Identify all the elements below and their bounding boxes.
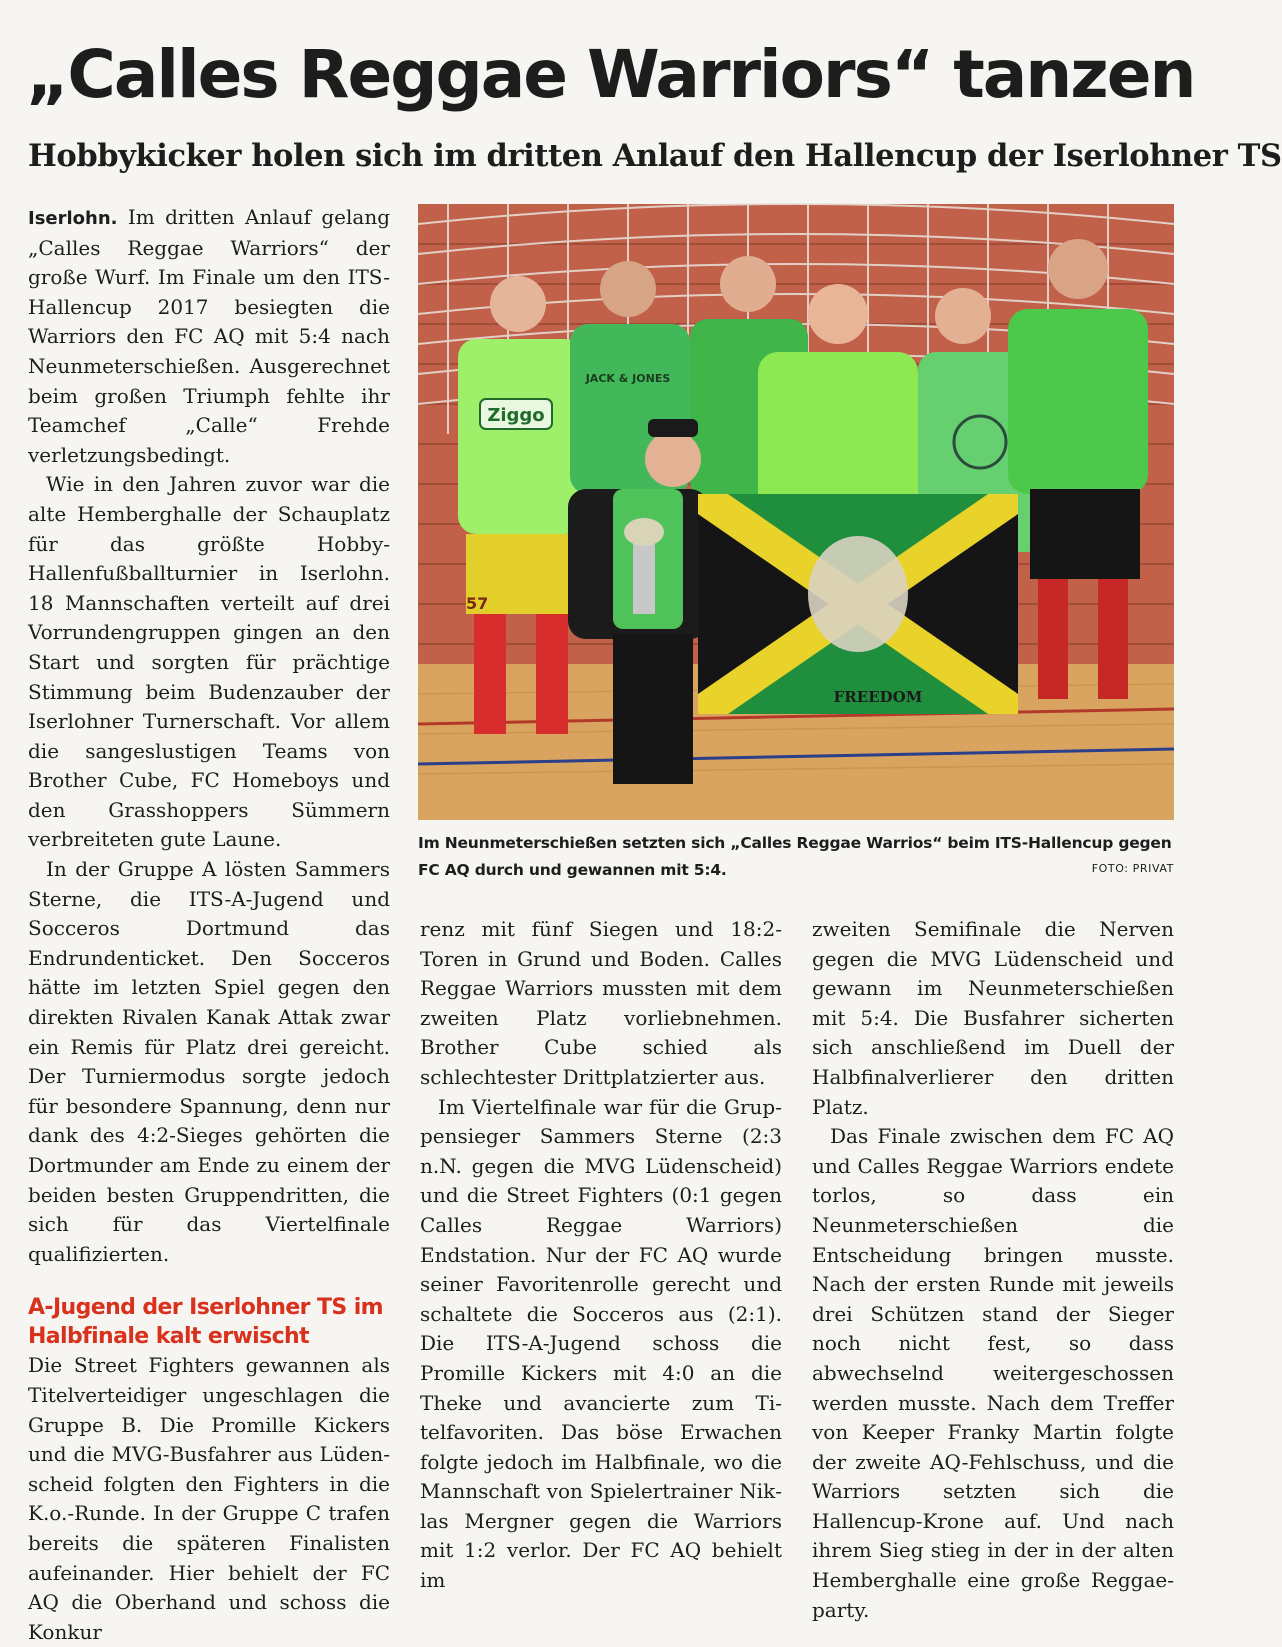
section-subhead: A-Jugend der Iserlohner TS im Halbfinale kalt erwischt	[28, 1295, 383, 1350]
paragraph: In der Gruppe A lösten Sammers Sterne, die ITS-A-Jugend und Socceros Dortmund das Endrundenticket. Den Socceros hätte im letzten Spiel gegen den direkten Rivalen Kanak Attak zwar ein Remis für Platz drei gereicht. Der Turniermodus sorgte jedoch für besondere Spannung, denn nur dank des 4:2-Sieges gehörten die Dortmunder am Ende zu einem der beiden besten Gruppendritten, die sich für das Viertelfinale qualifizierten.	[28, 857, 390, 1266]
text-column-1	[28, 203, 390, 1647]
paragraph-text: Im dritten Anlauf gelang „Calles Reggae Warriors“ der große Wurf. Im Finale um den ITS-Hallencup 2017 besiegten die Warriors den FC AQ mit 5:4 nach Neunmeterschießen. Ausgerechnet beim großen Triumph fehlte ihr Teamchef „Calle“ Frehde verletzungsbedingt.	[28, 205, 391, 467]
paragraph: zweiten Semifinale die Nerven gegen die MVG Lüdenscheid und gewann im Neunmeterschießen mit 5:4. Die Busfahrer sicherten sich anschließend im Duell der Halbfinalverlierer den dritten Platz.	[812, 917, 1174, 1119]
shirt-brand: JACK & JONES	[585, 372, 671, 385]
paragraph	[28, 203, 390, 470]
jamaica-flag	[698, 494, 1018, 714]
jersey-number: 57	[466, 594, 489, 613]
paragraph: renz mit fünf Siegen und 18:2-Toren in Grund und Boden. Calles Reggae Warriors mussten mit dem zweiten Platz vorliebnehmen. Brother Cube schied als schlechtester Drittplatzierter aus.	[420, 917, 782, 1089]
paragraph: Die Street Fighters gewannen als Titelverteidiger ungeschlagen die Gruppe B. Die Promille Kickers und die MVG-Busfahrer aus Lüdenscheid folgten den Fighters in die K.o.-Runde. In der Gruppe C trafen bereits die späteren Finalisten aufeinander. Hier behielt der FC AQ die Oberhand und schoss die Konkur	[28, 1353, 390, 1644]
jersey-sponsor: Ziggo	[487, 405, 545, 426]
paragraph: Im Viertelfinale war für die Gruppensieger Sammers Sterne (2:3 n.N. gegen die MVG Lüdenscheid) und die Street Fighters (0:1 gegen Calles Reggae Warriors) Endstation. Nur der FC AQ wurde seiner Favoritenrolle gerecht und schaltete die Socceros aus (2:1). Die ITS-A-Jugend schoss die Promille Kickers mit 4:0 an die Theke und avancierte zum Titelfavoriten. Das böse Erwachen folgte jedoch im Halbfinale, wo die Mannschaft von Spielertrainer Niklas Mergner gegen die Warriors mit 1:2 verlor. Der FC AQ behielt im	[420, 1094, 782, 1593]
team-photo	[418, 204, 1174, 820]
text-column-2	[420, 915, 782, 1596]
dateline: Iserlohn.	[28, 208, 118, 229]
subheadline: Hobbykicker holen sich im dritten Anlauf den Hallencup der Iserlohner TS	[28, 138, 1282, 174]
paragraph: Das Finale zwischen dem FC AQ und Calles Reggae Warriors endete torlos, so dass ein Neunmeterschießen die Entscheidung bringen musste. Nach der ersten Runde mit jeweils drei Schützen stand der Sieger noch nicht fest, so dass abwechselnd weitergeschossen werden musste. Nach dem Treffer von Keeper Franky Martin folgte der zweite AQ-Fehlschuss, und die Warriors setzten sich die Hallencup-Krone auf. Und nach ihrem Sieg stieg in der in der alten Hemberghalle eine große Reggaeparty.	[812, 1124, 1174, 1622]
photo-caption: Im Neunmeterschießen setzten sich „Calles Reggae Warrios“ beim ITS-Hallencup gegen FC AQ durch und gewannen mit 5:4.	[418, 834, 1172, 879]
headline: „Calles Reggae Warriors“ tanzen	[26, 36, 1195, 113]
paragraph: Wie in den Jahren zuvor war die alte Hemberghalle der Schauplatz für das größte Hobby-Hallenfußballturnier in Iserlohn. 18 Mannschaften verteilt auf drei Vorrundengruppen gingen an den Start und sorgten für prächtige Stimmung beim Budenzauber der Iserlohner Turnerschaft. Vor allem die sangeslustigen Teams von Brother Cube, FC Homeboys und den Grasshoppers Sümmern verbreiteten gute Laune.	[28, 472, 390, 852]
flag-text: FREEDOM	[833, 688, 923, 706]
photo-credit: FOTO: PRIVAT	[1091, 862, 1174, 875]
text-column-3	[812, 915, 1174, 1625]
